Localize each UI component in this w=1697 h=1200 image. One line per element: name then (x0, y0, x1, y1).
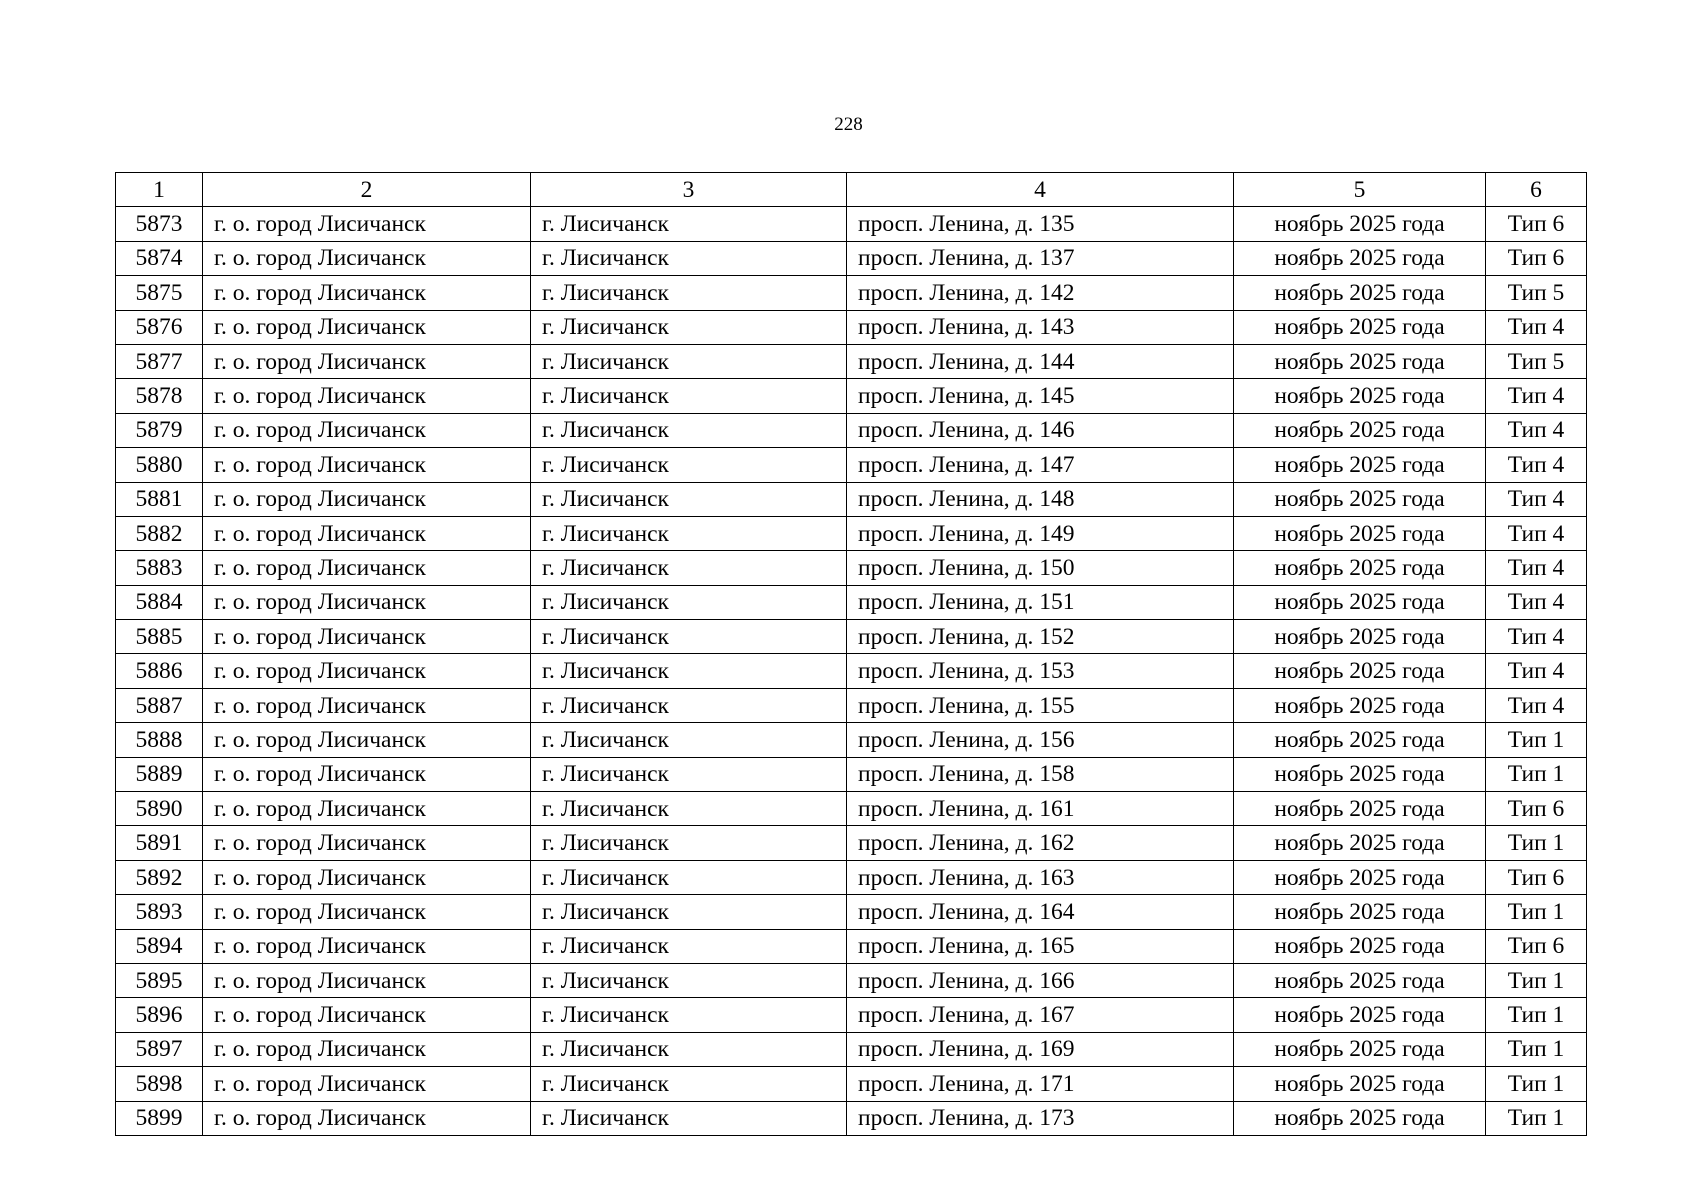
municipality-cell: г. о. город Лисичанск (203, 929, 531, 963)
type-cell: Тип 6 (1486, 860, 1587, 894)
row-number-cell: 5873 (116, 207, 203, 241)
municipality-cell: г. о. город Лисичанск (203, 551, 531, 585)
deadline-cell: ноябрь 2025 года (1234, 379, 1486, 413)
address-cell: просп. Ленина, д. 145 (847, 379, 1234, 413)
type-cell: Тип 5 (1486, 276, 1587, 310)
table-row (116, 757, 1587, 791)
table-row (116, 963, 1587, 997)
deadline-cell: ноябрь 2025 года (1234, 276, 1486, 310)
row-number-cell: 5886 (116, 654, 203, 688)
address-cell: просп. Ленина, д. 153 (847, 654, 1234, 688)
deadline-cell: ноябрь 2025 года (1234, 241, 1486, 275)
deadline-cell: ноябрь 2025 года (1234, 998, 1486, 1032)
address-cell: просп. Ленина, д. 151 (847, 585, 1234, 619)
type-cell: Тип 1 (1486, 1067, 1587, 1101)
type-cell: Тип 1 (1486, 998, 1587, 1032)
municipality-cell: г. о. город Лисичанск (203, 344, 531, 378)
deadline-cell: ноябрь 2025 года (1234, 516, 1486, 550)
address-cell: просп. Ленина, д. 147 (847, 448, 1234, 482)
type-cell: Тип 4 (1486, 482, 1587, 516)
deadline-cell: ноябрь 2025 года (1234, 654, 1486, 688)
column-header: 3 (531, 173, 847, 207)
row-number-cell: 5877 (116, 344, 203, 378)
deadline-cell: ноябрь 2025 года (1234, 448, 1486, 482)
municipality-cell: г. о. город Лисичанск (203, 448, 531, 482)
type-cell: Тип 4 (1486, 413, 1587, 447)
table-row (116, 1101, 1587, 1135)
deadline-cell: ноябрь 2025 года (1234, 413, 1486, 447)
municipality-cell: г. о. город Лисичанск (203, 1101, 531, 1135)
settlement-cell: г. Лисичанск (531, 688, 847, 722)
settlement-cell: г. Лисичанск (531, 276, 847, 310)
settlement-cell: г. Лисичанск (531, 620, 847, 654)
type-cell: Тип 6 (1486, 207, 1587, 241)
type-cell: Тип 4 (1486, 310, 1587, 344)
table-row (116, 585, 1587, 619)
address-cell: просп. Ленина, д. 143 (847, 310, 1234, 344)
deadline-cell: ноябрь 2025 года (1234, 1101, 1486, 1135)
deadline-cell: ноябрь 2025 года (1234, 826, 1486, 860)
municipality-cell: г. о. город Лисичанск (203, 620, 531, 654)
table-row (116, 1032, 1587, 1066)
deadline-cell: ноябрь 2025 года (1234, 310, 1486, 344)
settlement-cell: г. Лисичанск (531, 551, 847, 585)
municipality-cell: г. о. город Лисичанск (203, 276, 531, 310)
table-row (116, 310, 1587, 344)
deadline-cell: ноябрь 2025 года (1234, 1032, 1486, 1066)
type-cell: Тип 6 (1486, 929, 1587, 963)
type-cell: Тип 4 (1486, 688, 1587, 722)
municipality-cell: г. о. город Лисичанск (203, 585, 531, 619)
row-number-cell: 5890 (116, 792, 203, 826)
type-cell: Тип 6 (1486, 792, 1587, 826)
address-cell: просп. Ленина, д. 173 (847, 1101, 1234, 1135)
municipality-cell: г. о. город Лисичанск (203, 1032, 531, 1066)
municipality-cell: г. о. город Лисичанск (203, 723, 531, 757)
settlement-cell: г. Лисичанск (531, 585, 847, 619)
address-cell: просп. Ленина, д. 148 (847, 482, 1234, 516)
row-number-cell: 5897 (116, 1032, 203, 1066)
settlement-cell: г. Лисичанск (531, 207, 847, 241)
table-row (116, 413, 1587, 447)
type-cell: Тип 4 (1486, 654, 1587, 688)
address-cell: просп. Ленина, д. 142 (847, 276, 1234, 310)
table-row (116, 895, 1587, 929)
deadline-cell: ноябрь 2025 года (1234, 723, 1486, 757)
settlement-cell: г. Лисичанск (531, 860, 847, 894)
deadline-cell: ноябрь 2025 года (1234, 860, 1486, 894)
row-number-cell: 5884 (116, 585, 203, 619)
settlement-cell: г. Лисичанск (531, 792, 847, 826)
address-cell: просп. Ленина, д. 166 (847, 963, 1234, 997)
deadline-cell: ноябрь 2025 года (1234, 344, 1486, 378)
settlement-cell: г. Лисичанск (531, 310, 847, 344)
settlement-cell: г. Лисичанск (531, 413, 847, 447)
type-cell: Тип 4 (1486, 551, 1587, 585)
municipality-cell: г. о. город Лисичанск (203, 379, 531, 413)
deadline-cell: ноябрь 2025 года (1234, 688, 1486, 722)
type-cell: Тип 1 (1486, 895, 1587, 929)
table-row (116, 207, 1587, 241)
table-row (116, 379, 1587, 413)
table-row (116, 620, 1587, 654)
settlement-cell: г. Лисичанск (531, 448, 847, 482)
municipality-cell: г. о. город Лисичанск (203, 310, 531, 344)
type-cell: Тип 4 (1486, 379, 1587, 413)
table-row (116, 860, 1587, 894)
settlement-cell: г. Лисичанск (531, 895, 847, 929)
row-number-cell: 5875 (116, 276, 203, 310)
address-cell: просп. Ленина, д. 158 (847, 757, 1234, 791)
table-row (116, 241, 1587, 275)
municipality-cell: г. о. город Лисичанск (203, 241, 531, 275)
settlement-cell: г. Лисичанск (531, 516, 847, 550)
table-body (116, 207, 1587, 1136)
settlement-cell: г. Лисичанск (531, 998, 847, 1032)
settlement-cell: г. Лисичанск (531, 723, 847, 757)
address-cell: просп. Ленина, д. 163 (847, 860, 1234, 894)
municipality-cell: г. о. город Лисичанск (203, 516, 531, 550)
row-number-cell: 5888 (116, 723, 203, 757)
deadline-cell: ноябрь 2025 года (1234, 551, 1486, 585)
address-cell: просп. Ленина, д. 156 (847, 723, 1234, 757)
address-cell: просп. Ленина, д. 146 (847, 413, 1234, 447)
table-row (116, 998, 1587, 1032)
deadline-cell: ноябрь 2025 года (1234, 757, 1486, 791)
municipality-cell: г. о. город Лисичанск (203, 826, 531, 860)
row-number-cell: 5891 (116, 826, 203, 860)
table-header-row (116, 173, 1587, 207)
address-cell: просп. Ленина, д. 155 (847, 688, 1234, 722)
deadline-cell: ноябрь 2025 года (1234, 929, 1486, 963)
table-row (116, 516, 1587, 550)
municipality-cell: г. о. город Лисичанск (203, 688, 531, 722)
municipality-cell: г. о. город Лисичанск (203, 757, 531, 791)
address-cell: просп. Ленина, д. 167 (847, 998, 1234, 1032)
row-number-cell: 5881 (116, 482, 203, 516)
deadline-cell: ноябрь 2025 года (1234, 895, 1486, 929)
table-row (116, 1067, 1587, 1101)
row-number-cell: 5896 (116, 998, 203, 1032)
table-row (116, 482, 1587, 516)
row-number-cell: 5899 (116, 1101, 203, 1135)
municipality-cell: г. о. город Лисичанск (203, 207, 531, 241)
settlement-cell: г. Лисичанск (531, 826, 847, 860)
row-number-cell: 5894 (116, 929, 203, 963)
type-cell: Тип 4 (1486, 585, 1587, 619)
address-cell: просп. Ленина, д. 171 (847, 1067, 1234, 1101)
deadline-cell: ноябрь 2025 года (1234, 585, 1486, 619)
table-row (116, 448, 1587, 482)
type-cell: Тип 1 (1486, 757, 1587, 791)
municipality-cell: г. о. город Лисичанск (203, 963, 531, 997)
type-cell: Тип 4 (1486, 448, 1587, 482)
type-cell: Тип 6 (1486, 241, 1587, 275)
settlement-cell: г. Лисичанск (531, 757, 847, 791)
column-header: 2 (203, 173, 531, 207)
address-cell: просп. Ленина, д. 150 (847, 551, 1234, 585)
row-number-cell: 5874 (116, 241, 203, 275)
type-cell: Тип 1 (1486, 963, 1587, 997)
row-number-cell: 5878 (116, 379, 203, 413)
address-cell: просп. Ленина, д. 162 (847, 826, 1234, 860)
table-row (116, 551, 1587, 585)
address-cell: просп. Ленина, д. 169 (847, 1032, 1234, 1066)
type-cell: Тип 4 (1486, 620, 1587, 654)
address-cell: просп. Ленина, д. 149 (847, 516, 1234, 550)
row-number-cell: 5889 (116, 757, 203, 791)
address-cell: просп. Ленина, д. 161 (847, 792, 1234, 826)
address-cell: просп. Ленина, д. 164 (847, 895, 1234, 929)
row-number-cell: 5882 (116, 516, 203, 550)
table-row (116, 723, 1587, 757)
municipality-cell: г. о. город Лисичанск (203, 1067, 531, 1101)
table-row (116, 929, 1587, 963)
address-cell: просп. Ленина, д. 152 (847, 620, 1234, 654)
row-number-cell: 5879 (116, 413, 203, 447)
type-cell: Тип 1 (1486, 723, 1587, 757)
settlement-cell: г. Лисичанск (531, 1101, 847, 1135)
address-cell: просп. Ленина, д. 135 (847, 207, 1234, 241)
address-cell: просп. Ленина, д. 165 (847, 929, 1234, 963)
settlement-cell: г. Лисичанск (531, 1067, 847, 1101)
page-number: 228 (834, 114, 863, 135)
deadline-cell: ноябрь 2025 года (1234, 792, 1486, 826)
settlement-cell: г. Лисичанск (531, 379, 847, 413)
deadline-cell: ноябрь 2025 года (1234, 207, 1486, 241)
row-number-cell: 5876 (116, 310, 203, 344)
deadline-cell: ноябрь 2025 года (1234, 620, 1486, 654)
table-row (116, 792, 1587, 826)
municipality-cell: г. о. город Лисичанск (203, 895, 531, 929)
column-header: 5 (1234, 173, 1486, 207)
row-number-cell: 5880 (116, 448, 203, 482)
row-number-cell: 5883 (116, 551, 203, 585)
type-cell: Тип 1 (1486, 1101, 1587, 1135)
municipality-cell: г. о. город Лисичанск (203, 482, 531, 516)
row-number-cell: 5885 (116, 620, 203, 654)
row-number-cell: 5887 (116, 688, 203, 722)
column-header: 1 (116, 173, 203, 207)
settlement-cell: г. Лисичанск (531, 241, 847, 275)
settlement-cell: г. Лисичанск (531, 654, 847, 688)
row-number-cell: 5893 (116, 895, 203, 929)
table-row (116, 688, 1587, 722)
address-cell: просп. Ленина, д. 137 (847, 241, 1234, 275)
table-row (116, 654, 1587, 688)
address-cell: просп. Ленина, д. 144 (847, 344, 1234, 378)
municipality-cell: г. о. город Лисичанск (203, 654, 531, 688)
settlement-cell: г. Лисичанск (531, 344, 847, 378)
municipality-cell: г. о. город Лисичанск (203, 998, 531, 1032)
table-row (116, 344, 1587, 378)
table-row (116, 276, 1587, 310)
registry-table (115, 172, 1587, 1136)
type-cell: Тип 1 (1486, 826, 1587, 860)
row-number-cell: 5898 (116, 1067, 203, 1101)
settlement-cell: г. Лисичанск (531, 929, 847, 963)
type-cell: Тип 5 (1486, 344, 1587, 378)
type-cell: Тип 4 (1486, 516, 1587, 550)
municipality-cell: г. о. город Лисичанск (203, 413, 531, 447)
settlement-cell: г. Лисичанск (531, 1032, 847, 1066)
deadline-cell: ноябрь 2025 года (1234, 963, 1486, 997)
deadline-cell: ноябрь 2025 года (1234, 482, 1486, 516)
municipality-cell: г. о. город Лисичанск (203, 860, 531, 894)
type-cell: Тип 1 (1486, 1032, 1587, 1066)
column-header: 4 (847, 173, 1234, 207)
settlement-cell: г. Лисичанск (531, 963, 847, 997)
column-header: 6 (1486, 173, 1587, 207)
deadline-cell: ноябрь 2025 года (1234, 1067, 1486, 1101)
settlement-cell: г. Лисичанск (531, 482, 847, 516)
table-row (116, 826, 1587, 860)
row-number-cell: 5892 (116, 860, 203, 894)
municipality-cell: г. о. город Лисичанск (203, 792, 531, 826)
row-number-cell: 5895 (116, 963, 203, 997)
